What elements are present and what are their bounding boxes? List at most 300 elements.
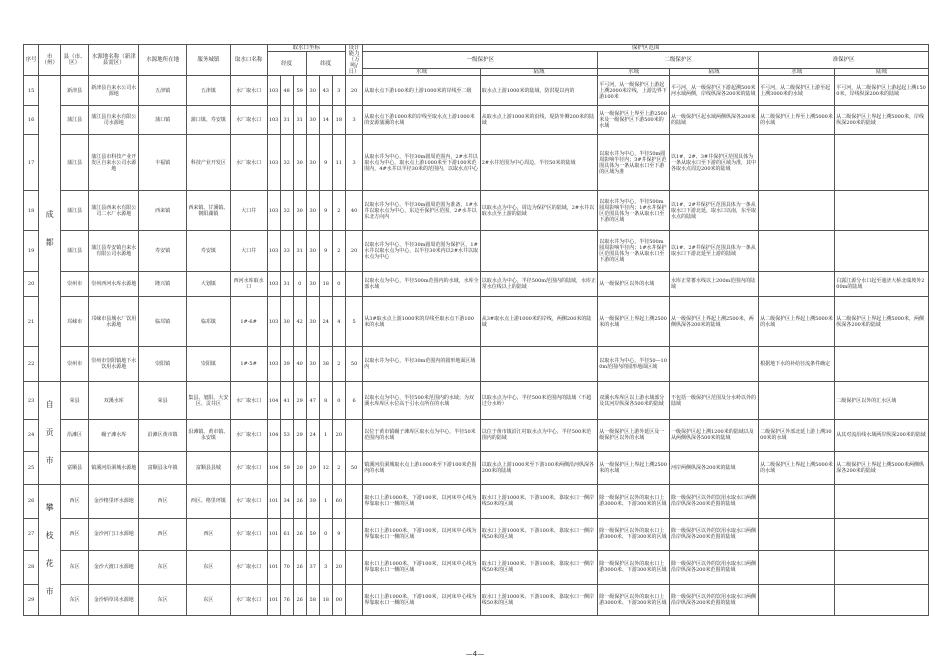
lon-min-cell: 48 bbox=[280, 76, 293, 106]
lon-sec-cell: 30 bbox=[293, 135, 306, 191]
quasi-land-cell: 从二级保护区上界起上溯5000米两侧纵深各200米的陆域 bbox=[835, 451, 929, 484]
intake-cell: 水厂取水口 bbox=[230, 135, 267, 191]
service-cell: 沿滩镇、黄市镇、永安镇 bbox=[187, 420, 231, 452]
lat-min-cell: 0 bbox=[319, 518, 332, 550]
lat-min-cell: 9 bbox=[319, 135, 332, 191]
lat-min-cell: 14 bbox=[319, 106, 332, 135]
header-zone: 保护区范围 bbox=[363, 45, 929, 52]
source-name-cell: 新津县自来水公司水源地 bbox=[89, 76, 139, 106]
lat-deg-cell: 24 bbox=[306, 420, 319, 452]
second-land-cell: 除一级保护区以外的饮用水取水口两侧沿岸纵深各200米范围的陆域 bbox=[669, 551, 758, 585]
capacity-cell: 20 bbox=[345, 76, 362, 106]
lat-sec-cell: 9 bbox=[332, 518, 345, 550]
town-cell: 东区 bbox=[139, 551, 187, 585]
service-cell: 东区 bbox=[187, 551, 231, 585]
lon-min-cell: 31 bbox=[280, 272, 293, 297]
lat-min-cell: 3 bbox=[319, 551, 332, 585]
second-land-cell: 不包括一级保护区范围及分水岭以外的陆域 bbox=[669, 382, 758, 420]
header-source-name: 水源地名称（新津县需区） bbox=[89, 45, 139, 76]
table-row bbox=[24, 551, 929, 585]
seq-cell: 17 bbox=[24, 135, 39, 191]
header-land-1: 陆域 bbox=[480, 69, 597, 76]
lon-deg-cell: 103 bbox=[267, 191, 280, 231]
service-cell: 富顺县县城 bbox=[187, 451, 231, 484]
first-land-cell: 取水口上游1000米、下游100米，靠取水口一侧岸线50米的区域 bbox=[480, 584, 597, 615]
second-land-cell: 河岸两侧纵深各200米的陆域 bbox=[669, 451, 758, 484]
second-land-cell: 一级保护区起上溯1200米的陆域以及从两侧纵深各500米的陆域 bbox=[669, 420, 758, 452]
first-land-cell: 以取水点为中心，周边为保护区的陆域，2#水井以取水点至上游的陆域 bbox=[480, 191, 597, 231]
first-land-cell: 以位于黄市镇沿江村取水点为中心，半径500米范围内的陆域 bbox=[480, 420, 597, 452]
header-coord: 取水口坐标 bbox=[267, 45, 345, 52]
table-row bbox=[24, 584, 929, 615]
seq-cell: 25 bbox=[24, 451, 39, 484]
seq-cell: 26 bbox=[24, 485, 39, 519]
lon-min-cell: 31 bbox=[280, 106, 293, 135]
city-char: 市 bbox=[45, 456, 54, 465]
second-water-cell: 平弓河，从一级保护区上游起上溯2000米岸线，上游边界下游100米 bbox=[598, 76, 670, 106]
quasi-land-cell bbox=[835, 191, 929, 231]
table-row bbox=[24, 231, 929, 272]
second-land-cell: 除一级保护区以外的饮用水取水口两侧沿岸纵深各200米范围的陆域 bbox=[669, 485, 758, 519]
header-capacity: 设计能力（万吨/日） bbox=[345, 45, 362, 76]
quasi-land-cell bbox=[835, 485, 929, 519]
lat-min-cell: 9 bbox=[319, 191, 332, 231]
table-row bbox=[24, 420, 929, 452]
quasi-land-cell bbox=[835, 347, 929, 382]
second-water-cell: 除一级保护区以外的取水口上游3000米、下游300米的区域 bbox=[598, 485, 670, 519]
first-land-cell: 以取水点为中心，半径500米范围内的陆域（不超过分水岭） bbox=[480, 382, 597, 420]
table-row bbox=[24, 272, 929, 297]
lat-deg-cell: 47 bbox=[306, 382, 319, 420]
source-name-cell: 蒲江县自来水有限公司水源地 bbox=[89, 106, 139, 135]
header-seq: 序号 bbox=[24, 45, 39, 76]
first-water-cell: 以位于黄市镇碾子滩库区取水点为中心，半径50米范围内的水域 bbox=[363, 420, 480, 452]
second-water-cell: 以取水井为中心，半径50—100m范围内的圆形地面区域 bbox=[598, 347, 670, 382]
lon-deg-cell: 103 bbox=[267, 231, 280, 272]
header-water-1: 水域 bbox=[363, 69, 480, 76]
city-char: 花 bbox=[45, 559, 54, 568]
first-land-cell: 以取水点为中心，半径500m范围内的陆域，水库正常水位线以上的陆域 bbox=[480, 272, 597, 297]
quasi-land-cell bbox=[835, 551, 929, 585]
first-land-cell: 取水口上游1000米、下游100米，靠取水口一侧岸线50米的区域 bbox=[480, 551, 597, 585]
quasi-water-cell: 从二级保护区上界至上溯5000米的水域 bbox=[759, 106, 835, 135]
source-name-cell: 崇州市崇阳镇地下水饮用水源地 bbox=[89, 347, 139, 382]
second-land-cell bbox=[669, 347, 758, 382]
source-name-cell: 金沙大渡口水源地 bbox=[89, 551, 139, 585]
lat-sec-cell: 20 bbox=[332, 420, 345, 452]
town-cell: 西区 bbox=[139, 485, 187, 519]
service-cell: 科技产业开发区 bbox=[187, 135, 231, 191]
second-land-cell: 以1#、2#井保护区范围具体为一条从取水口下游北延至上游的陆域 bbox=[669, 231, 758, 272]
lon-deg-cell: 103 bbox=[267, 106, 280, 135]
first-water-cell: 镇溪河沿洞城取水点上游1000米至下游100米范围内的水域 bbox=[363, 451, 480, 484]
service-cell: 崇阳镇 bbox=[187, 347, 231, 382]
intake-cell: 水厂取水口 bbox=[230, 382, 267, 420]
lat-min-cell: 18 bbox=[319, 584, 332, 615]
lat-sec-cell: 2 bbox=[332, 347, 345, 382]
capacity-cell: 40 bbox=[345, 191, 362, 231]
town-cell: 沿滩区黄市镇 bbox=[139, 420, 187, 452]
county-cell: 崇州市 bbox=[60, 272, 88, 297]
lat-deg-cell: 30 bbox=[306, 297, 319, 347]
service-cell: 五津镇 bbox=[187, 76, 231, 106]
quasi-land-cell bbox=[835, 231, 929, 272]
lon-sec-cell: 29 bbox=[293, 420, 306, 452]
capacity-cell bbox=[345, 420, 362, 452]
lat-sec-cell: 60 bbox=[332, 485, 345, 519]
seq-cell: 16 bbox=[24, 106, 39, 135]
county-cell: 富顺县 bbox=[60, 451, 88, 484]
town-cell: 荣县 bbox=[139, 382, 187, 420]
second-water-cell: 从一级保护区上界起上溯2500米的水域 bbox=[598, 451, 670, 484]
first-water-cell: 取水口上游1000米、下游100米，以河床中心线为界靠取水口一侧的区域 bbox=[363, 518, 480, 550]
lon-sec-cell: 40 bbox=[293, 347, 306, 382]
seq-cell: 29 bbox=[24, 584, 39, 615]
intake-cell: 水厂取水口 bbox=[230, 485, 267, 519]
header-county: 县（市、区） bbox=[60, 45, 88, 76]
first-water-cell: 从取水点下游100米的上游1000米的岸线至二级 bbox=[363, 76, 480, 106]
quasi-water-cell bbox=[759, 551, 835, 585]
second-water-cell: 除一级保护区以外的取水口上游3000米、下游300米的区域 bbox=[598, 584, 670, 615]
first-land-cell: 以取水点上游1000米至下游100米两侧沿河纵深各200米的陆域 bbox=[480, 451, 597, 484]
lon-deg-cell: 103 bbox=[267, 297, 280, 347]
second-water-cell: 除一级保护区以外的取水口上游3000米、下游300米的区域 bbox=[598, 551, 670, 585]
quasi-water-cell: 从二级保护区上界起上溯5000米的水域 bbox=[759, 451, 835, 484]
city-cell bbox=[39, 382, 61, 485]
lon-deg-cell: 101 bbox=[267, 518, 280, 550]
capacity-cell bbox=[345, 485, 362, 519]
lat-sec-cell: 2 bbox=[332, 451, 345, 484]
town-cell: 东区 bbox=[139, 584, 187, 615]
county-cell: 崇州市 bbox=[60, 347, 88, 382]
city-char: 攀 bbox=[45, 503, 54, 512]
header-land-2: 陆域 bbox=[669, 69, 758, 76]
seq-cell: 22 bbox=[24, 347, 39, 382]
capacity-cell: 3 bbox=[345, 106, 362, 135]
county-cell: 沿滩区 bbox=[60, 420, 88, 452]
intake-cell: 大口井 bbox=[230, 231, 267, 272]
town-cell: 崇阳镇 bbox=[139, 347, 187, 382]
seq-cell: 28 bbox=[24, 551, 39, 585]
quasi-water-cell bbox=[759, 135, 835, 191]
second-land-cell: 平弓河，从一级保护区下游起溯500米河水域两侧，岸线纵深各200米的陆域 bbox=[669, 76, 758, 106]
town-cell: 寿安镇 bbox=[139, 231, 187, 272]
quasi-land-cell bbox=[835, 135, 929, 191]
first-water-cell: 取水口上游1000米、下游100米，以河床中心线为界靠取水口一侧的区域 bbox=[363, 584, 480, 615]
service-cell: 西来镇、甘溪镇、朝阳湖镇 bbox=[187, 191, 231, 231]
intake-cell: 1#-5# bbox=[230, 347, 267, 382]
county-cell: 西区 bbox=[60, 518, 88, 550]
intake-cell: 水厂取水口 bbox=[230, 76, 267, 106]
source-name-cell: 镇溪河沿洞城水源地 bbox=[89, 451, 139, 484]
source-protection-table-sheet bbox=[23, 44, 929, 616]
water-source-table bbox=[23, 44, 929, 616]
intake-cell: 水厂取水口 bbox=[230, 584, 267, 615]
source-name-cell: 蒲江县寿安镇自来水有限公司水源地 bbox=[89, 231, 139, 272]
lon-sec-cell: 31 bbox=[293, 106, 306, 135]
lat-sec-cell: 00 bbox=[332, 584, 345, 615]
lon-deg-cell: 101 bbox=[267, 584, 280, 615]
lat-min-cell: 9 bbox=[319, 231, 332, 272]
quasi-water-cell: 平弓河，从二级保护区上游至起上溯3000米的水域 bbox=[759, 76, 835, 106]
second-water-cell: 以取水井为中心，半径50m圆周影响半径内；3#井保护区范围具体为一条从取水口至下游的区域为准 bbox=[598, 135, 670, 191]
lon-sec-cell: 31 bbox=[293, 231, 306, 272]
city-char: 贡 bbox=[45, 428, 54, 437]
lon-min-cell: 32 bbox=[280, 191, 293, 231]
service-cell: 临邛镇 bbox=[187, 297, 231, 347]
town-cell: 临邛镇 bbox=[139, 297, 187, 347]
city-char: 自 bbox=[45, 400, 54, 409]
header-water-3: 水域 bbox=[759, 69, 835, 76]
first-land-cell: 取水点上游1000米的陆域，防洪堤以内的 bbox=[480, 76, 597, 106]
first-water-cell: 从取水井为中心，半径30m圆周范围内，2#水井以取水点为中心，取水点上游1000米至下游100米范围内，4#水井以半径30米的范围内，以取水点中心 bbox=[363, 135, 480, 191]
first-water-cell: 取水口上游1000米、下游100米，以河床中心线为界靠取水口一侧的区域 bbox=[363, 551, 480, 585]
lon-deg-cell: 103 bbox=[267, 76, 280, 106]
lat-min-cell: 38 bbox=[319, 347, 332, 382]
quasi-water-cell bbox=[759, 191, 835, 231]
page-number: —4— bbox=[465, 650, 485, 658]
header-city: 市（州） bbox=[39, 45, 61, 76]
header-water-2: 水域 bbox=[598, 69, 670, 76]
intake-cell: 西河水库取水口 bbox=[230, 272, 267, 297]
city-char: 枝 bbox=[45, 531, 54, 540]
first-water-cell: 以取水井为中心，半径30m范围内的圆形地面区域内 bbox=[363, 347, 480, 382]
second-land-cell: 水库正常蓄水线以上200m范围内的陆域 bbox=[669, 272, 758, 297]
county-cell: 蒲江县 bbox=[60, 135, 88, 191]
source-name-cell: 邛崃市县城水厂饮用水源地 bbox=[89, 297, 139, 347]
seq-cell: 21 bbox=[24, 297, 39, 347]
lat-deg-cell: 39 bbox=[306, 485, 319, 519]
lon-min-cell: 33 bbox=[280, 231, 293, 272]
lat-deg-cell: 30 bbox=[306, 347, 319, 382]
first-land-cell: 从取水点上游1000米的沿线，堤防外侧200米的陆域 bbox=[480, 106, 597, 135]
lat-deg-cell: 30 bbox=[306, 231, 319, 272]
first-water-cell: 以取水井为中心，半径30m圆周范围为准备，1#水井以取水点为中心，东边至保护区范围，2#水井以东北方向内 bbox=[363, 191, 480, 231]
lon-min-cell: 70 bbox=[280, 551, 293, 585]
seq-cell: 23 bbox=[24, 382, 39, 420]
lon-sec-cell: 26 bbox=[293, 551, 306, 585]
header-second-level: 二级保护区 bbox=[598, 52, 759, 69]
lon-deg-cell: 104 bbox=[267, 382, 280, 420]
header-land-3: 陆域 bbox=[835, 69, 929, 76]
second-land-cell: 从一级保护区上界起上溯2500米，两侧纵深各200米的陆域 bbox=[669, 297, 758, 347]
capacity-cell bbox=[345, 551, 362, 585]
county-cell: 东区 bbox=[60, 551, 88, 585]
lat-min-cell: 1 bbox=[319, 485, 332, 519]
lat-sec-cell: 0 bbox=[332, 272, 345, 297]
county-cell: 东区 bbox=[60, 584, 88, 615]
quasi-water-cell bbox=[759, 272, 835, 297]
table-row bbox=[24, 297, 929, 347]
second-land-cell: 从一级保护区起水域两侧纵深各200米的陆域 bbox=[669, 106, 758, 135]
lon-min-cell: 41 bbox=[280, 382, 293, 420]
capacity-cell: 50 bbox=[345, 451, 362, 484]
lat-deg-cell: 30 bbox=[306, 106, 319, 135]
service-cell: 集县、旭阳、大安区、贡井区 bbox=[187, 382, 231, 420]
source-name-cell: 碾子滩水库 bbox=[89, 420, 139, 452]
second-water-cell: 除一级保护区以外的取水口上游3000米、下游300米的区域 bbox=[598, 518, 670, 550]
source-name-cell: 金沙河门口水源地 bbox=[89, 518, 139, 550]
service-cell: 东区 bbox=[187, 584, 231, 615]
first-land-cell: 从3#取水点上游1000米的岸线，两侧200米的陆域 bbox=[480, 297, 597, 347]
lat-sec-cell: 3 bbox=[332, 76, 345, 106]
lat-sec-cell: 11 bbox=[332, 135, 345, 191]
source-name-cell: 双溪水库 bbox=[89, 382, 139, 420]
lat-min-cell: 12 bbox=[319, 451, 332, 484]
quasi-land-cell: 平弓河，从二级保护区上游起起上溯1500米，岸线纵深200米的陆域 bbox=[835, 76, 929, 106]
service-cell: 寿安镇 bbox=[187, 231, 231, 272]
quasi-land-cell: 从其对流沿线水域两岸纵深200米的陆域 bbox=[835, 420, 929, 452]
source-name-cell: 金沙炳草岗水源地 bbox=[89, 584, 139, 615]
town-cell: 富顺县永年镇 bbox=[139, 451, 187, 484]
table-row bbox=[24, 518, 929, 550]
table-row bbox=[24, 106, 929, 135]
seq-cell: 20 bbox=[24, 272, 39, 297]
quasi-land-cell bbox=[835, 584, 929, 615]
table-row bbox=[24, 347, 929, 382]
intake-cell: 水厂取水口 bbox=[230, 420, 267, 452]
table-body bbox=[24, 76, 929, 616]
header-service: 服务城镇 bbox=[187, 45, 231, 76]
source-name-cell: 崇州西河水库水源地 bbox=[89, 272, 139, 297]
county-cell: 蒲江县 bbox=[60, 191, 88, 231]
capacity-cell: 5 bbox=[345, 297, 362, 347]
city-cell bbox=[39, 76, 61, 382]
county-cell: 新津县 bbox=[60, 76, 88, 106]
table-row bbox=[24, 382, 929, 420]
second-water-cell: 从一级保护区上界起上溯2500米的水域 bbox=[598, 297, 670, 347]
quasi-water-cell bbox=[759, 382, 835, 420]
quasi-land-cell: 白露江源分水口起至通济大桥北端坡外200m的陆域 bbox=[835, 272, 929, 297]
first-water-cell: 以取水井为中心，半径30m圆周范围为保护区，1#水井以取水点为中心，以半径30米内以2#水井以取水点为中心 bbox=[363, 231, 480, 272]
first-land-cell: 取水口上游1000米、下游100米，靠取水口一侧岸线50米的区域 bbox=[480, 518, 597, 550]
intake-cell: 水厂取水口 bbox=[230, 106, 267, 135]
capacity-cell: 6 bbox=[345, 382, 362, 420]
capacity-cell bbox=[345, 518, 362, 550]
capacity-cell: 20 bbox=[345, 231, 362, 272]
lat-sec-cell: 18 bbox=[332, 106, 345, 135]
county-cell: 蒲江县 bbox=[60, 231, 88, 272]
lat-deg-cell: 59 bbox=[306, 518, 319, 550]
intake-cell: 水厂取水口 bbox=[230, 451, 267, 484]
lat-deg-cell: 30 bbox=[306, 76, 319, 106]
county-cell: 邛崃市 bbox=[60, 297, 88, 347]
lon-deg-cell: 104 bbox=[267, 451, 280, 484]
service-cell: 西区 bbox=[187, 518, 231, 550]
source-name-cell: 蒲江县市科技产业开发区自来水公司水源地 bbox=[89, 135, 139, 191]
lon-deg-cell: 103 bbox=[267, 272, 280, 297]
header-town: 水源地所在地 bbox=[139, 45, 187, 76]
county-cell: 蒲江县 bbox=[60, 106, 88, 135]
table-row bbox=[24, 76, 929, 106]
service-cell: 蒲口镇、寿安镇 bbox=[187, 106, 231, 135]
second-water-cell: 双溪水库库区以上游水域部分及其河岸纵深各500米的陆域 bbox=[598, 382, 670, 420]
second-water-cell: 从一级保护区上界至上游2500米及一级保护区下游500米的水域 bbox=[598, 106, 670, 135]
seq-cell: 24 bbox=[24, 420, 39, 452]
second-water-cell: 从一级保护区上游外延区及一级保护区以外的水域 bbox=[598, 420, 670, 452]
lat-min-cell: 8 bbox=[319, 382, 332, 420]
lon-min-cell: 32 bbox=[280, 135, 293, 191]
first-land-cell: 2#水井范围为中心周边，半径50米的陆域 bbox=[480, 135, 597, 191]
lon-min-cell: 61 bbox=[280, 518, 293, 550]
lon-min-cell: 59 bbox=[280, 451, 293, 484]
quasi-land-cell: 从二级保护区上界起上溯5000米，岸线纵深200米的陆域 bbox=[835, 106, 929, 135]
lon-deg-cell: 104 bbox=[267, 420, 280, 452]
quasi-water-cell bbox=[759, 231, 835, 272]
first-water-cell: 从3#取水点上游1000米的岸线至取水点下游100米的水域 bbox=[363, 297, 480, 347]
county-cell: 西区 bbox=[60, 485, 88, 519]
first-water-cell: 以取水点为中心，半径500米范围内的水域；为双溪水库库区水位高于引水点所在的水域 bbox=[363, 382, 480, 420]
lat-sec-cell: 2 bbox=[332, 231, 345, 272]
header-lat: 纬度 bbox=[306, 52, 345, 76]
city-char: 市 bbox=[45, 587, 54, 596]
lat-min-cell: 1 bbox=[319, 420, 332, 452]
lat-deg-cell: 58 bbox=[306, 584, 319, 615]
source-name-cell: 蒲江县西来水有限公司二水厂水源地 bbox=[89, 191, 139, 231]
seq-cell: 19 bbox=[24, 231, 39, 272]
town-cell: 西来镇 bbox=[139, 191, 187, 231]
lon-sec-cell: 30 bbox=[293, 191, 306, 231]
quasi-water-cell: 二级保护区外部北延上游上溯3000米的水域 bbox=[759, 420, 835, 452]
lat-min-cell: 43 bbox=[319, 76, 332, 106]
quasi-land-cell bbox=[835, 518, 929, 550]
city-char: 成 bbox=[45, 209, 54, 219]
service-cell: 大划镇 bbox=[187, 272, 231, 297]
seq-cell: 15 bbox=[24, 76, 39, 106]
header-quasi-level: 准保护区 bbox=[759, 52, 929, 69]
header-first-level: 一级保护区 bbox=[363, 52, 598, 69]
quasi-land-cell: 从二级保护区上界起上溯5000米，两侧纵深各200米的陆域 bbox=[835, 297, 929, 347]
quasi-land-cell: 二级保护区以外的汇水区域 bbox=[835, 382, 929, 420]
lat-deg-cell: 30 bbox=[306, 272, 319, 297]
quasi-water-cell bbox=[759, 518, 835, 550]
lon-deg-cell: 101 bbox=[267, 551, 280, 585]
lat-deg-cell: 30 bbox=[306, 191, 319, 231]
table-row bbox=[24, 485, 929, 519]
quasi-water-cell bbox=[759, 485, 835, 519]
lon-sec-cell: 42 bbox=[293, 297, 306, 347]
lon-sec-cell: 59 bbox=[293, 76, 306, 106]
intake-cell: 水厂取水口 bbox=[230, 518, 267, 550]
service-cell: 西区、格里坪镇 bbox=[187, 485, 231, 519]
lon-sec-cell: 0 bbox=[293, 272, 306, 297]
lon-min-cell: 76 bbox=[280, 584, 293, 615]
intake-cell: 1#-6# bbox=[230, 297, 267, 347]
town-cell: 蒲口镇 bbox=[139, 106, 187, 135]
lon-sec-cell: 29 bbox=[293, 382, 306, 420]
lat-min-cell: 24 bbox=[319, 297, 332, 347]
lon-min-cell: 53 bbox=[280, 420, 293, 452]
lon-min-cell: 39 bbox=[280, 347, 293, 382]
lon-sec-cell: 26 bbox=[293, 518, 306, 550]
first-land-cell bbox=[480, 347, 597, 382]
first-land-cell bbox=[480, 231, 597, 272]
quasi-water-cell: 从二级保护区上界起上溯5000米的水域 bbox=[759, 297, 835, 347]
second-water-cell: 从一级保护区以外的水域 bbox=[598, 272, 670, 297]
first-water-cell: 以取水点为中心，半径500m范围内的水域，水库全部水域 bbox=[363, 272, 480, 297]
intake-cell: 大口井 bbox=[230, 191, 267, 231]
city-cell bbox=[39, 485, 61, 616]
quasi-water-cell: 根据地下水的补给径流条件确定 bbox=[759, 347, 835, 382]
lon-deg-cell: 101 bbox=[267, 485, 280, 519]
lon-sec-cell: 26 bbox=[293, 485, 306, 519]
lon-min-cell: 34 bbox=[280, 485, 293, 519]
table-row bbox=[24, 451, 929, 484]
second-land-cell: 除一级保护区以外的饮用水取水口两侧沿岸纵深各200米范围的陆域 bbox=[669, 584, 758, 615]
town-cell: 丰福镇 bbox=[139, 135, 187, 191]
table-row bbox=[24, 135, 929, 191]
header-row-1 bbox=[24, 45, 929, 52]
